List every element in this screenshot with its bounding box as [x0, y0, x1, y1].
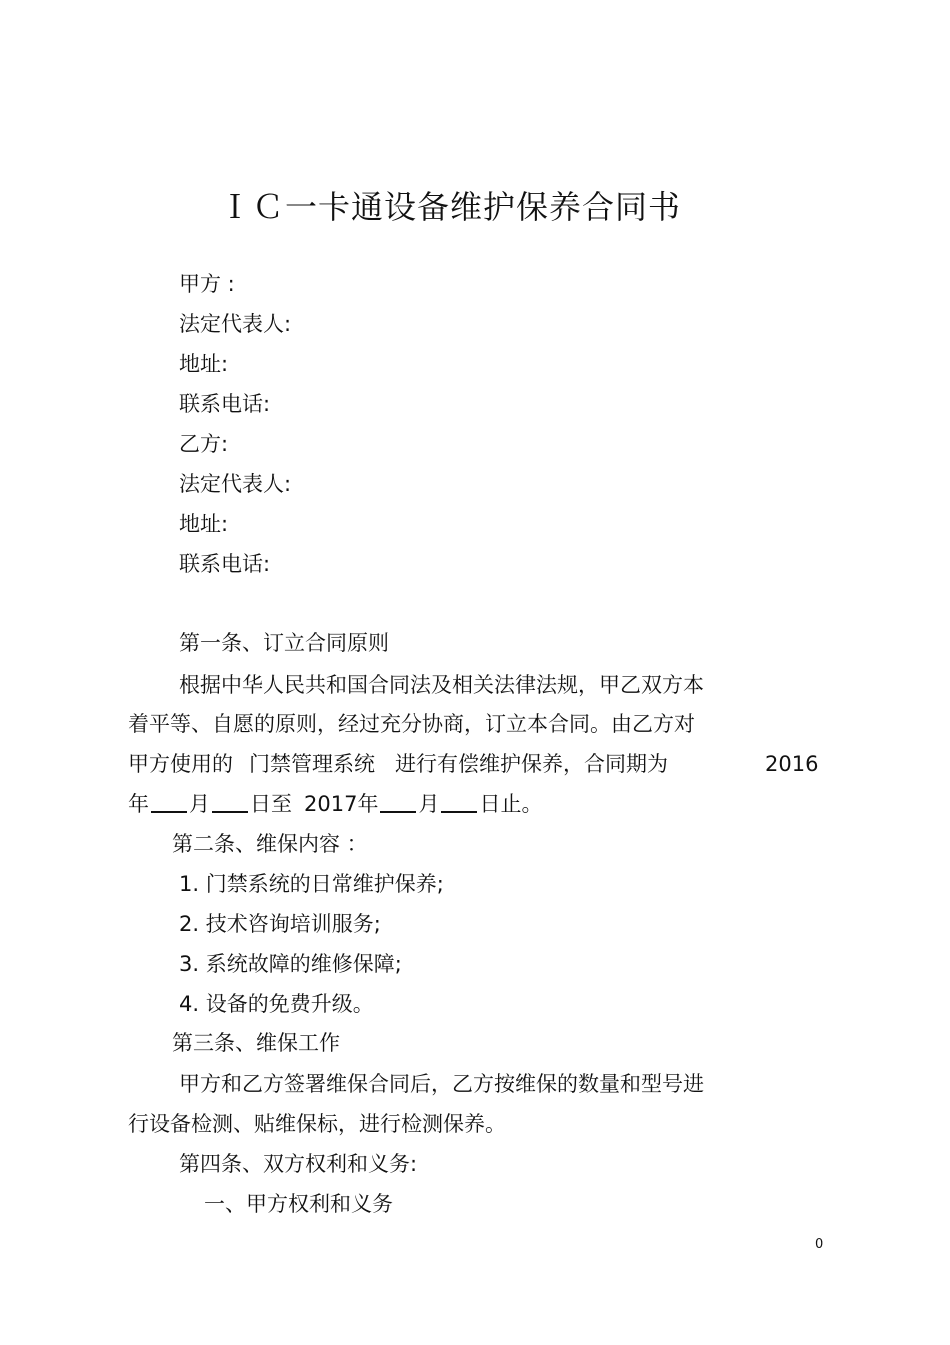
article2-item-2: 2. 技术咨询培训服务; [179, 912, 381, 936]
month-blank [151, 791, 187, 813]
article1-line1: 根据中华人民共和国合同法及相关法律法规，甲乙双方本 [179, 673, 704, 697]
day-to-char: 日至 [250, 792, 292, 816]
party-a-address: 地址: [179, 352, 229, 376]
party-b-address: 地址: [179, 512, 229, 536]
article2-item-4: 4. 设备的免费升级。 [179, 992, 374, 1016]
day-blank-2 [441, 791, 477, 813]
party-b-representative: 法定代表人: [179, 472, 292, 496]
article3-line2: 行设备检测、贴维保标，进行检测保养。 [128, 1112, 506, 1136]
article4-heading: 第四条、双方权利和义务: [179, 1152, 418, 1176]
party-a-representative: 法定代表人: [179, 312, 292, 336]
article2-item-3: 3. 系统故障的维修保障; [179, 952, 402, 976]
day-blank [212, 791, 248, 813]
article1-line2: 着平等、自愿的原则，经过充分协商，订立本合同。由乙方对 [128, 712, 695, 736]
day-end-char: 日止。 [479, 792, 543, 816]
line3-part-a: 甲方使用的 [128, 752, 233, 776]
article2-heading: 第二条、维保内容 ： [172, 832, 368, 856]
article3-heading: 第三条、维保工作 [172, 1031, 340, 1055]
contract-title: ＩＣ一卡通设备维护保养合同书 [218, 188, 681, 226]
party-a-label: 甲方 : [179, 272, 235, 296]
month-char-2: 月 [418, 792, 440, 816]
end-year: 2017 [304, 792, 358, 816]
party-b-phone: 联系电话: [179, 552, 271, 576]
party-a-phone: 联系电话: [179, 392, 271, 416]
month-blank-2 [380, 791, 416, 813]
article1-heading: 第一条、订立合同原则 [179, 631, 389, 655]
year-char: 年 [128, 792, 149, 816]
year-char-2: 年 [357, 792, 379, 816]
article1-line3 [128, 750, 668, 778]
start-year: 2016 [765, 752, 819, 776]
article3-line1: 甲方和乙方签署维保合同后，乙方按维保的数量和型号进 [179, 1072, 704, 1096]
line3-part-c: 进行有偿维护保养，合同期为 [395, 752, 668, 776]
article4-sub1: 一、甲方权利和义务 [204, 1192, 393, 1216]
article1-line4 [128, 790, 542, 818]
page-number: 0 [815, 1237, 824, 1252]
article2-item-1: 1. 门禁系统的日常维护保养; [179, 872, 444, 896]
line3-system-name: 门禁管理系统 [249, 752, 375, 776]
party-b-label: 乙方: [179, 432, 229, 456]
month-char: 月 [189, 792, 210, 816]
